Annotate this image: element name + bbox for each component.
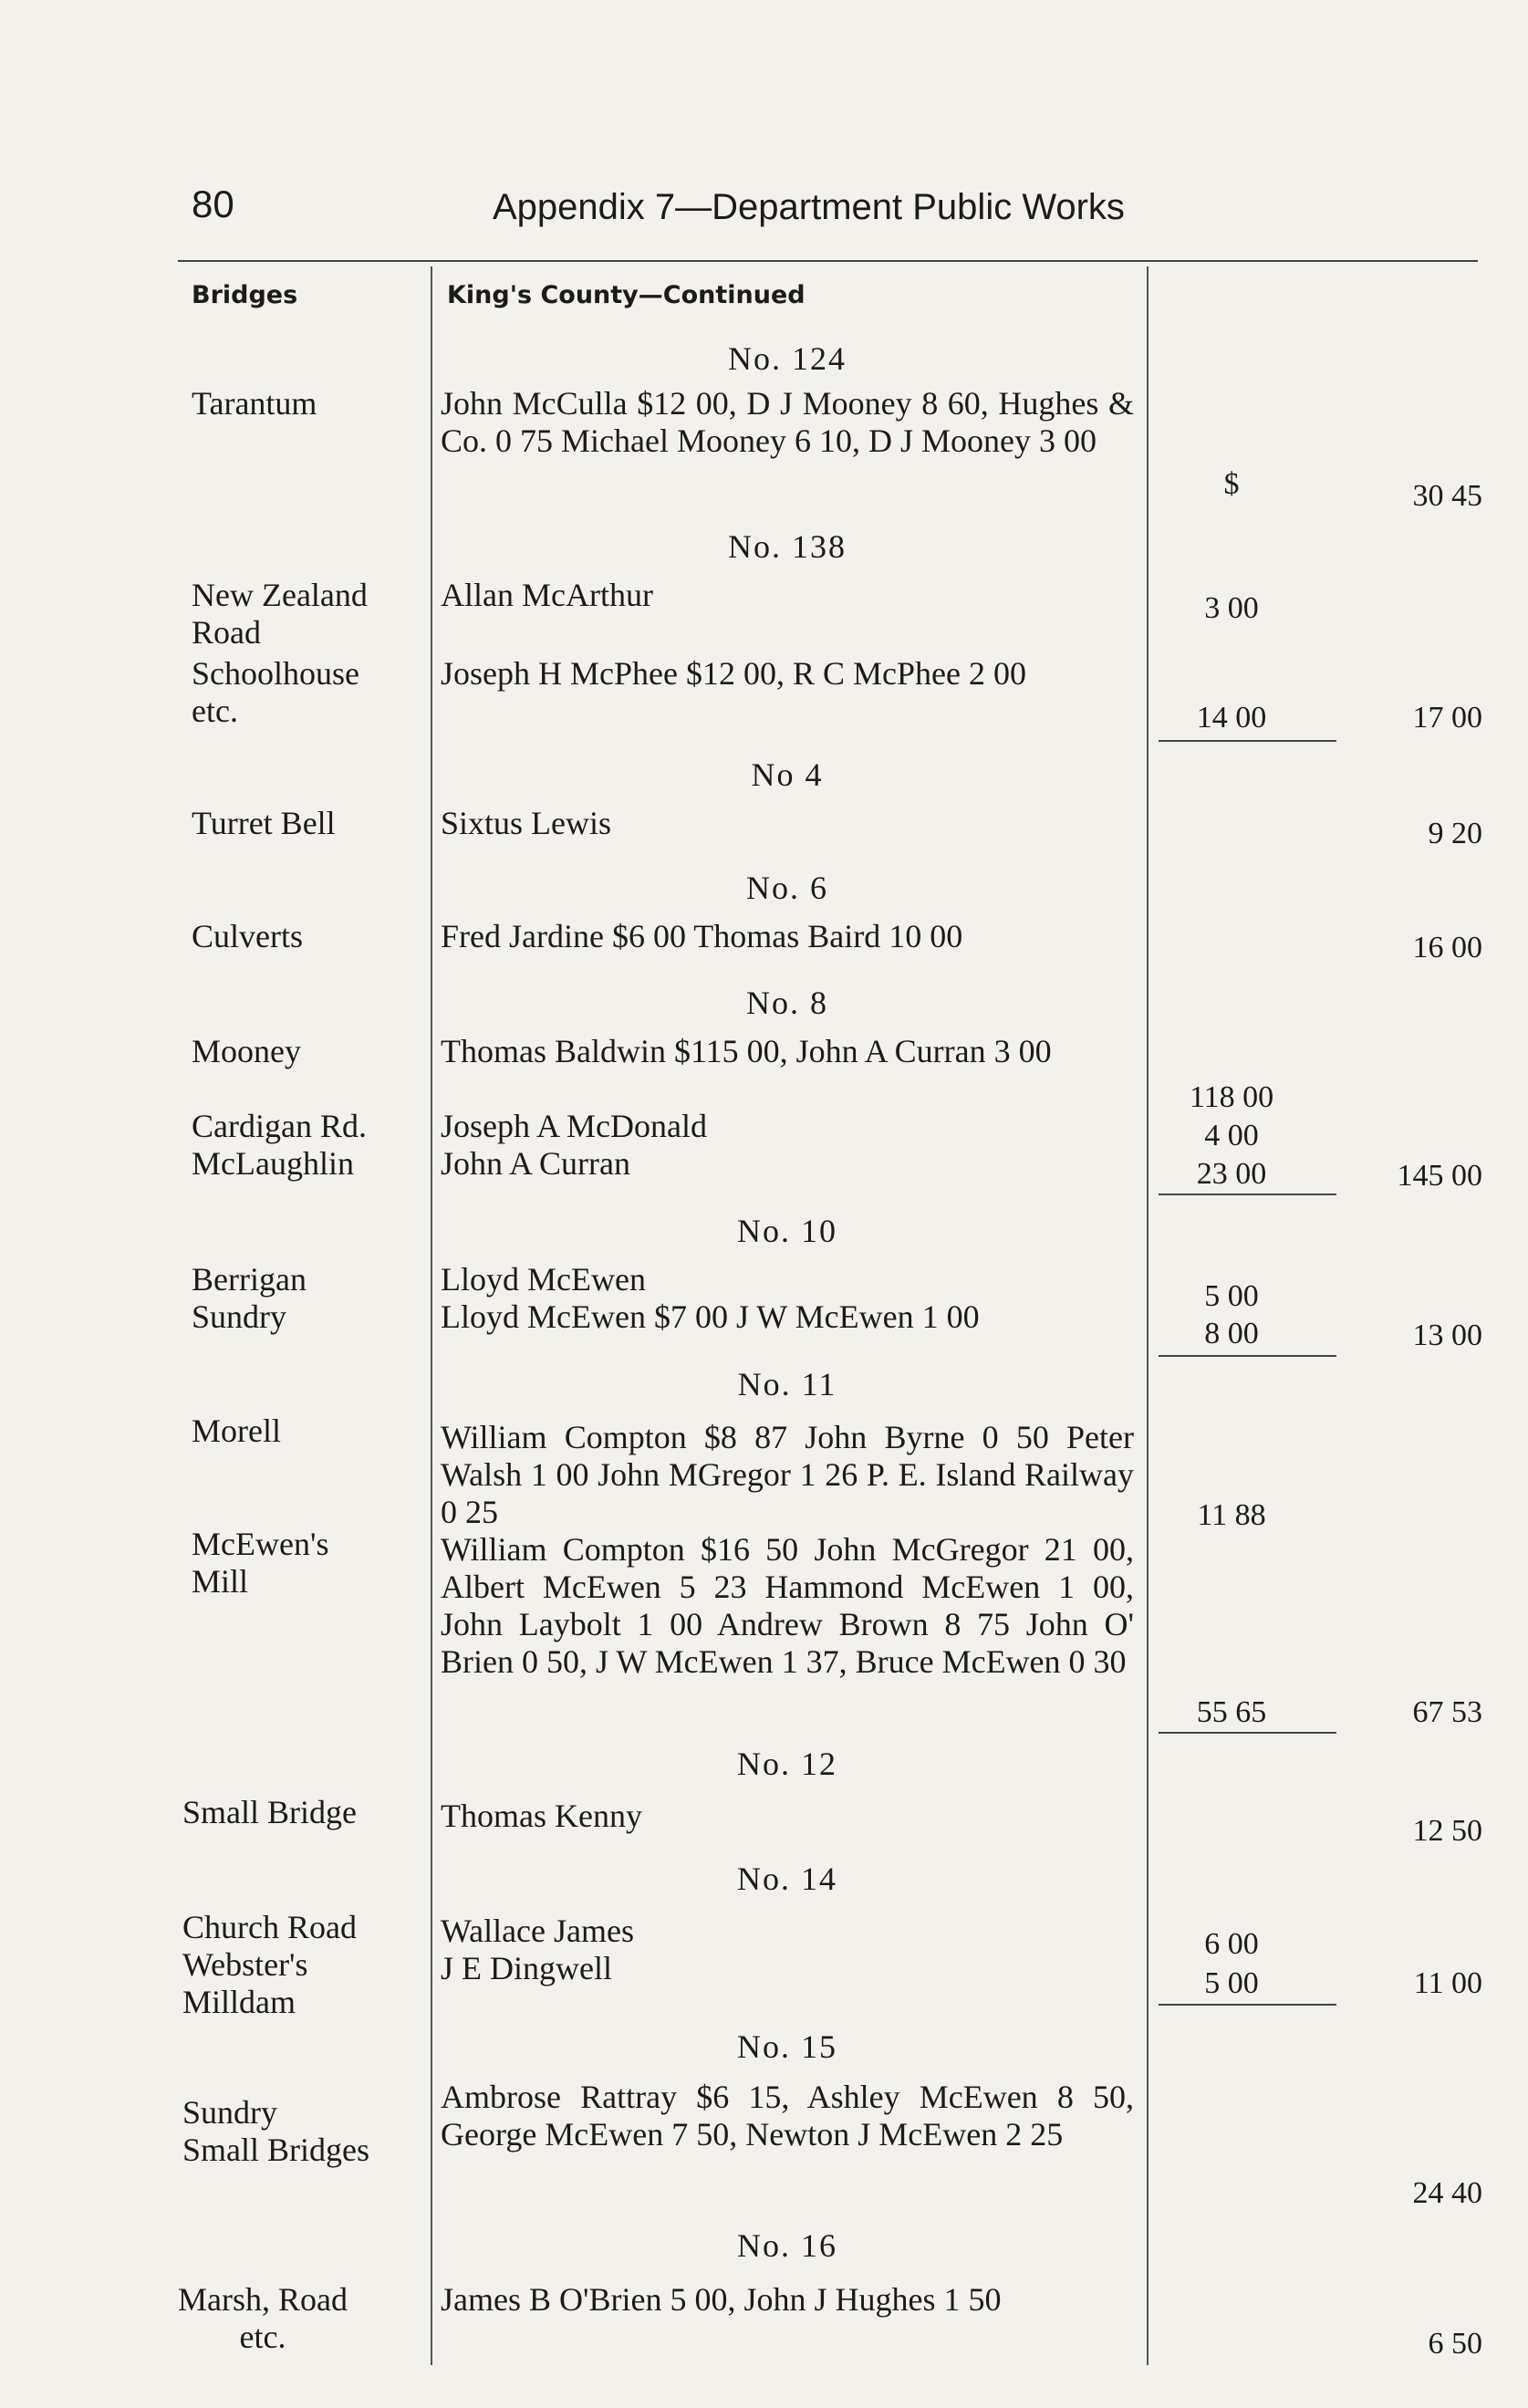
entry-description: Allan McArthur [441,577,653,613]
total-amount: 12 50 [1412,1814,1482,1848]
entry-description: Wallace James [441,1913,634,1949]
location-label: Sundry [192,1298,287,1335]
page-number: 80 [192,182,234,225]
total-amount: 67 53 [1412,1695,1482,1729]
total-amount: 24 40 [1412,2176,1482,2210]
entry-description: Fred Jardine $6 00 Thomas Baird 10 00 [441,918,963,954]
entry-description: John A Curran [441,1145,631,1182]
subtotal-amount: $ [1223,467,1240,501]
total-amount: 9 20 [1428,817,1482,850]
subtotal-amount: 14 00 [1196,701,1267,735]
entry-description: Joseph A McDonald [441,1108,707,1144]
header-rule [178,260,1478,262]
section-number: No. 124 [728,340,847,377]
entry-description: Thomas Kenny [441,1798,642,1834]
subtotal-amount: 4 00 [1204,1119,1259,1152]
column-divider-left [431,266,432,2365]
location-label: Berrigan [192,1261,307,1298]
total-amount: 13 00 [1412,1319,1482,1352]
subtotal-amount: 118 00 [1189,1080,1274,1114]
subtotal-rule [1159,1194,1336,1195]
subtotal-amount: 5 00 [1204,1279,1259,1313]
location-label: Small Bridge [182,1794,357,1830]
subtotal-rule [1159,740,1336,742]
subtotal-amount: 8 00 [1204,1317,1259,1350]
location-label: McEwen's Mill [192,1526,329,1600]
column-header-county: King's County—Continued [447,281,806,309]
entry-description: William Compton $8 87 John Byrne 0 50 Peter Walsh 1 00 John MGregor 1 26 P. E. Island Railway 0 25 [441,1419,1134,1530]
location-label: Church Road [182,1909,357,1945]
location-label: Marsh, Road etc. [178,2281,348,2355]
section-number: No. 10 [737,1213,837,1249]
entry-description: Joseph H McPhee $12 00, R C McPhee 2 00 [441,655,1026,692]
section-number: No. 11 [737,1366,837,1402]
section-number: No 4 [751,756,824,793]
location-label: Sundry Small Bridges [182,2094,369,2168]
total-amount: 16 00 [1412,931,1482,964]
column-header-bridges: Bridges [192,281,298,309]
subtotal-amount: 6 00 [1204,1927,1259,1961]
subtotal-rule [1159,1732,1336,1734]
entry-description: J E Dingwell [441,1950,612,1986]
location-label: Culverts [192,918,303,954]
total-amount: 30 45 [1412,479,1482,513]
section-number: No. 15 [737,2028,837,2065]
section-number: No. 138 [728,528,847,565]
subtotal-amount: 3 00 [1204,591,1259,625]
entry-description: Lloyd McEwen $7 00 J W McEwen 1 00 [441,1298,980,1335]
subtotal-rule [1159,2004,1336,2006]
location-label: Morell [192,1412,281,1449]
entry-description: Thomas Baldwin $115 00, John A Curran 3 00 [441,1033,1052,1069]
column-divider-right [1147,266,1149,2365]
location-label: Turret Bell [192,805,336,841]
subtotal-rule [1159,1355,1336,1357]
entry-description: William Compton $16 50 John McGregor 21 00, Albert McEwen 5 23 Hammond McEwen 1 00, John Laybolt 1 00 Andrew Brown 8 75 John O' Brien 0 50, J W McEwen 1 37, Bruce McEwen 0 30 [441,1531,1134,1680]
entry-description: John McCulla $12 00, D J Mooney 8 60, Hughes & Co. 0 75 Michael Mooney 6 10, D J Mooney 3 00 [441,385,1134,459]
section-number: No. 12 [737,1746,837,1782]
entry-description: Sixtus Lewis [441,805,612,841]
location-label: Schoolhouse etc. [192,655,359,729]
entry-description: Ambrose Rattray $6 15, Ashley McEwen 8 50, George McEwen 7 50, Newton J McEwen 2 25 [441,2079,1134,2153]
entry-description: James B O'Brien 5 00, John J Hughes 1 50 [441,2281,1002,2318]
subtotal-amount: 5 00 [1204,1966,1259,2000]
total-amount: 6 50 [1428,2327,1482,2361]
section-number: No. 16 [737,2227,837,2264]
subtotal-amount: 55 65 [1196,1695,1267,1729]
section-number: No. 6 [746,870,828,906]
total-amount: 11 00 [1413,1966,1482,2000]
location-label: Mooney [192,1033,301,1069]
section-number: No. 14 [737,1861,837,1897]
subtotal-amount: 11 88 [1197,1498,1266,1532]
page-title: Appendix 7—Department Public Works [493,187,1125,227]
section-number: No. 8 [746,985,828,1021]
location-label: New Zealand Road [192,577,368,651]
location-label: Webster's Milldam [182,1946,308,2020]
total-amount: 17 00 [1412,701,1482,735]
subtotal-amount: 23 00 [1196,1157,1267,1191]
entry-description: Lloyd McEwen [441,1261,646,1298]
total-amount: 145 00 [1397,1159,1482,1193]
location-label: Tarantum [192,385,317,422]
location-label: Cardigan Rd. [192,1108,367,1144]
location-label: McLaughlin [192,1145,354,1182]
